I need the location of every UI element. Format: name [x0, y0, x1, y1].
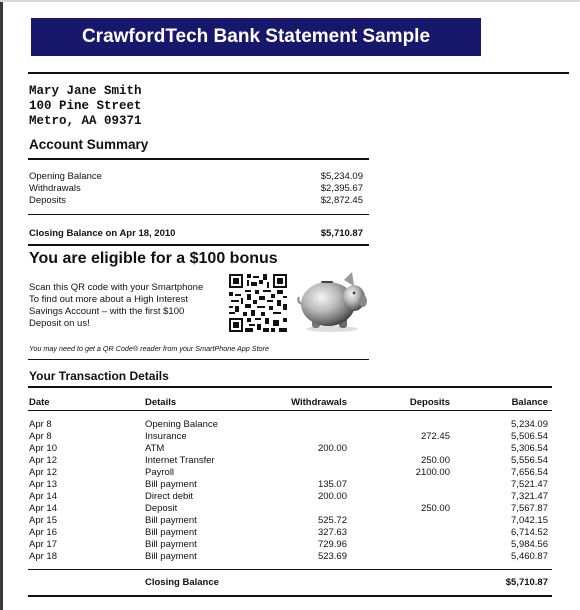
promo-line: To find out more about a High Interest: [29, 294, 188, 305]
customer-city: Metro, AA 09371: [29, 114, 142, 128]
summary-bottom-divider: [28, 244, 369, 246]
summary-top-divider: [28, 158, 369, 160]
cell-deposit: 250.00: [420, 503, 450, 514]
column-header-balance: Balance: [511, 397, 548, 408]
cell-details: ATM: [145, 443, 165, 454]
cell-withdrawal: 200.00: [317, 443, 347, 454]
cell-withdrawal: 523.69: [317, 551, 347, 562]
summary-amount: $5,234.09: [320, 171, 363, 182]
summary-row-withdrawals: [29, 183, 363, 195]
cell-date: Apr 13: [29, 479, 57, 490]
transactions-closing-label: Closing Balance: [145, 577, 219, 588]
summary-mid-divider: [28, 214, 369, 215]
customer-street: 100 Pine Street: [29, 99, 142, 113]
promo-text: [29, 282, 219, 330]
cell-details: Bill payment: [145, 527, 197, 538]
cell-balance: 5,556.54: [511, 455, 548, 466]
cell-balance: 5,234.09: [511, 419, 548, 430]
cell-details: Bill payment: [145, 479, 197, 490]
cell-details: Bill payment: [145, 539, 197, 550]
summary-label: Deposits: [29, 195, 66, 206]
transactions-bottom-divider: [28, 595, 552, 597]
column-header-details: Details: [145, 397, 177, 408]
cell-balance: 7,567.87: [511, 503, 548, 514]
cell-balance: 7,521.47: [511, 479, 548, 490]
cell-withdrawal: 525.72: [317, 515, 347, 526]
cell-date: Apr 12: [29, 467, 57, 478]
header-divider: [28, 72, 569, 74]
cell-balance: 5,460.87: [511, 551, 548, 562]
summary-amount: $2,872.45: [320, 195, 363, 206]
cell-details: Payroll: [145, 467, 175, 478]
cell-details: Internet Transfer: [145, 455, 215, 466]
cell-date: Apr 15: [29, 515, 57, 526]
cell-details: Bill payment: [145, 551, 197, 562]
cell-date: Apr 12: [29, 455, 57, 466]
cell-details: Direct debit: [145, 491, 194, 502]
cell-details: Bill payment: [145, 515, 197, 526]
column-header-deposits: Deposits: [409, 397, 450, 408]
summary-closing-amount: $5,710.87: [320, 228, 363, 239]
cell-date: Apr 17: [29, 539, 57, 550]
transactions-top-divider: [28, 386, 552, 388]
cell-balance: 7,042.15: [511, 515, 548, 526]
statement-title: CrawfordTech Bank Statement Sample: [31, 18, 481, 56]
transactions-closing-amount: $5,710.87: [505, 577, 548, 588]
cell-deposit: 250.00: [420, 455, 450, 466]
cell-deposit: 2100.00: [415, 467, 450, 478]
summary-closing-row: [29, 228, 363, 240]
cell-date: Apr 8: [29, 431, 52, 442]
transactions-closing-divider: [28, 569, 552, 570]
transactions-header-divider: [28, 410, 552, 411]
summary-amount: $2,395.67: [320, 183, 363, 194]
cell-date: Apr 16: [29, 527, 57, 538]
promo-note: You may need to get a QR Code® reader from your SmartPhone App Store: [29, 344, 269, 353]
transaction-details-title: Your Transaction Details: [29, 369, 169, 383]
cell-balance: 7,656.54: [511, 467, 548, 478]
cell-details: Opening Balance: [145, 419, 218, 430]
cell-withdrawal: 135.07: [317, 479, 347, 490]
cell-date: Apr 8: [29, 419, 52, 430]
column-header-withdrawals: Withdrawals: [291, 397, 347, 408]
summary-row-opening: [29, 171, 363, 183]
page-top-border: [0, 0, 580, 2]
cell-deposit: 272.45: [420, 431, 450, 442]
customer-name: Mary Jane Smith: [29, 84, 142, 98]
column-header-date: Date: [29, 397, 50, 408]
promo-line: Deposit on us!: [29, 318, 90, 329]
customer-address: [29, 84, 142, 129]
cell-balance: 5,306.54: [511, 443, 548, 454]
cell-balance: 5,984.56: [511, 539, 548, 550]
summary-label: Withdrawals: [29, 183, 81, 194]
promo-bottom-divider: [28, 359, 369, 360]
bonus-title: You are eligible for a $100 bonus: [29, 250, 278, 267]
cell-withdrawal: 327.63: [317, 527, 347, 538]
cell-date: Apr 14: [29, 503, 57, 514]
piggy-bank-icon: [296, 268, 368, 334]
cell-details: Deposit: [145, 503, 178, 514]
summary-label: Opening Balance: [29, 171, 102, 182]
summary-closing-label: Closing Balance on Apr 18, 2010: [29, 228, 176, 239]
promo-line: Scan this QR code with your Smartphone: [29, 282, 204, 293]
promo-line: Savings Account – with the first $100: [29, 306, 185, 317]
cell-details: Insurance: [145, 431, 187, 442]
cell-withdrawal: 729.96: [317, 539, 347, 550]
qr-code-icon: [229, 274, 287, 332]
cell-balance: 5,506.54: [511, 431, 548, 442]
cell-date: Apr 18: [29, 551, 57, 562]
summary-row-deposits: [29, 195, 363, 207]
page-left-border: [0, 0, 3, 610]
cell-withdrawal: 200.00: [317, 491, 347, 502]
cell-balance: 7,321.47: [511, 491, 548, 502]
cell-date: Apr 10: [29, 443, 57, 454]
account-summary-title: Account Summary: [29, 137, 149, 152]
cell-date: Apr 14: [29, 491, 57, 502]
cell-balance: 6,714.52: [511, 527, 548, 538]
